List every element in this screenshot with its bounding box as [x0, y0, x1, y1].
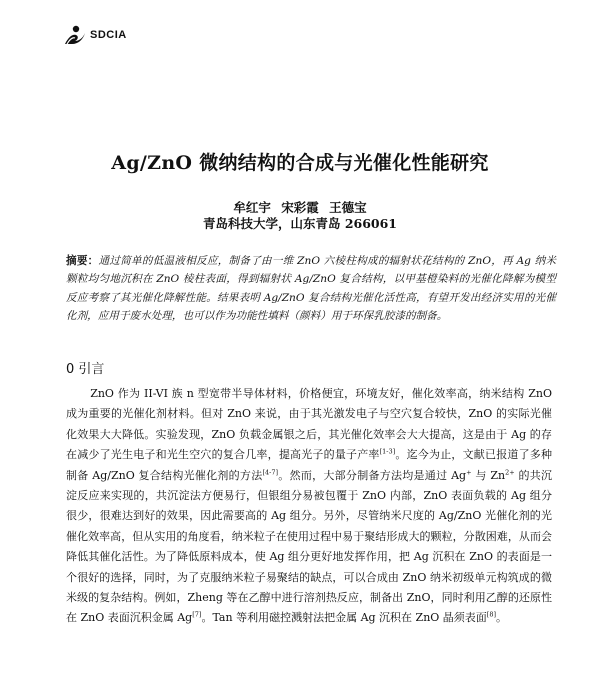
- body-paragraph: [66, 384, 552, 629]
- superscript: +: [466, 467, 472, 476]
- abstract-text: 通过简单的低温液相反应，制备了由一维 ZnO 六棱柱构成的辐射状花结构的 ZnO，再 Ag 纳米颗粒均匀地沉积在 ZnO 棱柱表面，得到辐射状 Ag/ZnO 复合结构，以甲基橙染料的光催化降解为模型反应考察了其光催化降解性能。结果表明 Ag/ZnO 复合结构光催化活性高，有望开发出经济实用的光催化剂，应用于废水处理，也可以作为功能性填料（颜料）用于环保乳胶漆的制备。: [66, 255, 556, 323]
- citation[interactable]: [7]: [192, 610, 202, 619]
- superscript: 2+: [505, 467, 515, 476]
- paper-authors: 牟红宇 宋彩霞 王德宝: [233, 200, 367, 215]
- citation[interactable]: [8]: [486, 610, 497, 619]
- abstract: [66, 252, 556, 326]
- logo-text: SDCIA: [90, 29, 127, 41]
- body-text: 。Tan 等利用磁控溅射法把金属 Ag 沉积在 ZnO 晶须表面: [201, 611, 487, 625]
- paper-title: Ag/ZnO 微纳结构的合成与光催化性能研究: [111, 152, 489, 174]
- section-heading: 0 引言: [66, 362, 105, 377]
- body-text: 。迄今为止，文献已报道了多种制备 Ag/ZnO 复合结构光催化剂的方法: [66, 448, 553, 482]
- body-text: ZnO 作为 II-VI 族 n 型宽带半导体材料，价格便宜，环境友好，催化效率高，纳米结构 ZnO 成为重要的光催化剂材料。但对 ZnO 来说，由于其光激发电子与空穴复合较快，ZnO 的实际光催化效果大大降低。实验发现，ZnO 负载金属银之后，其光催化效率会大大提高，这是由于 Ag 的存在减少了光生电子和光生空穴的复合几率，提高光子的量子产率: [66, 387, 552, 462]
- header-logo: [64, 24, 127, 46]
- body-text: 。然而，大部分制备方法均是通过 Ag: [278, 468, 467, 482]
- body-text: 。: [496, 611, 508, 625]
- paper-affiliation: 青岛科技大学，山东青岛 266061: [202, 216, 398, 231]
- logo-mark-icon: [64, 25, 86, 45]
- citation[interactable]: [4-7]: [262, 467, 279, 476]
- body-text: 的共沉淀反应来实现的，共沉淀法方便易行，但银组分易被包覆于 ZnO 内部，ZnO 表面负载的 Ag 组分很少，很难达到好的效果，因此需要高的 Ag 组分。另外，尽管纳米尺度的 Ag/ZnO 光催化剂的光催化效率高，但从实用的角度看，纳米粒子在使用过程中易于聚结形成大的颗粒，分散困难，从而会降低其催化活性。为了降低原料成本，使 Ag 组分更好地发挥作用，把 Ag 沉积在 ZnO 的表面是一个很好的选择，同时，为了克服纳米粒子易聚结的缺点，可以合成由 ZnO 纳米初级单元构筑成的微米级的复杂结构。例如，Zheng 等在乙醇中进行溶剂热反应，制备出 ZnO，同时利用乙醇的还原性在 ZnO 表面沉积金属 Ag: [66, 468, 552, 625]
- body-text: 与 Zn: [471, 468, 506, 482]
- abstract-label: 摘要：: [66, 255, 99, 267]
- citation[interactable]: [1-3]: [379, 447, 396, 456]
